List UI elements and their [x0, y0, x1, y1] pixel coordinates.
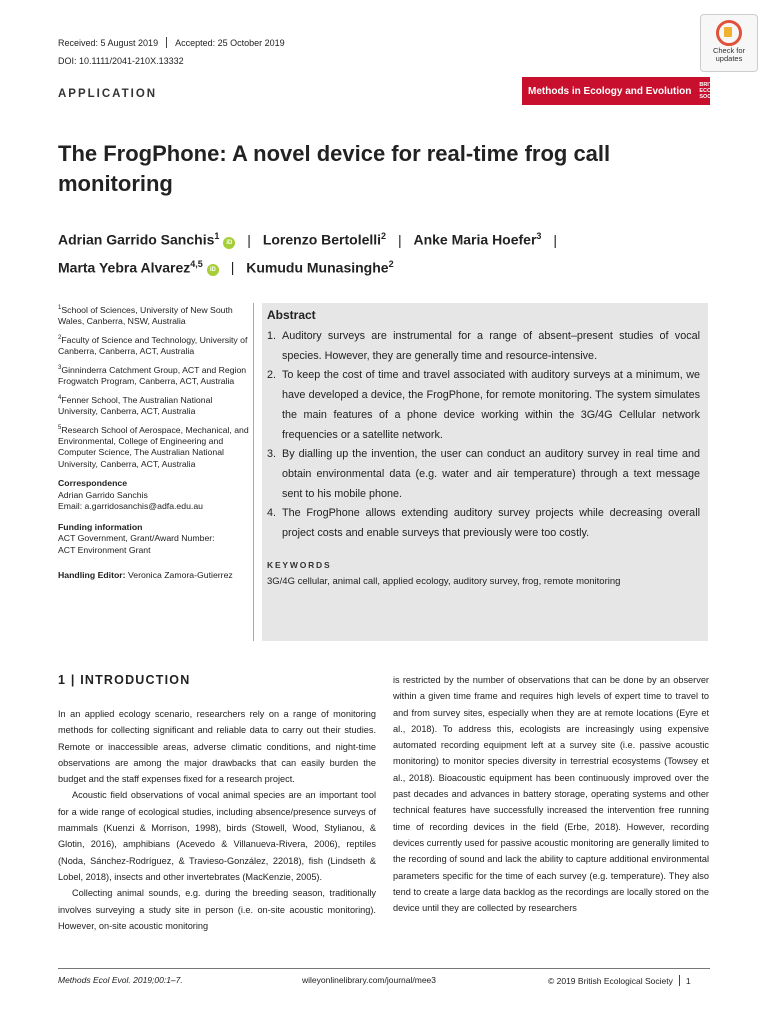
editor-label: Handling Editor:	[58, 570, 126, 581]
footer-rule	[58, 968, 710, 969]
author-affil-sup: 3	[536, 231, 542, 241]
affiliation: $^4$Fenner School, The Australian National University, Canberra, ACT, Australia	[58, 394, 213, 417]
correspondence-heading: Correspondence	[58, 478, 128, 489]
article-dates	[58, 37, 285, 48]
author-name[interactable]: Marta Yebra Alvarez	[58, 259, 191, 276]
divider	[679, 975, 680, 986]
author-separator: |	[397, 231, 402, 248]
body-paragraph: Acoustic field observations of vocal animal species are an important tool for a wide range of ecological studies, including absence/presence surveys of mammals (Kuenzi & Morrison, 1998), birds (Stowell, Wood, Stylianou, & Glotin, 2016), amphibians (Acevedo & Villanueva-Rivera, 2006), reptiles (Noda, Sánchez-Rodríguez, & Travieso-González, 22018), fish (Lindseth & Lobel, 2018), insects and other invertebrates (MacKenzie, 2005).	[58, 790, 376, 882]
check-for-updates-badge[interactable]	[700, 14, 758, 72]
footer-citation: Methods Ecol Evol. 2019;00:1–7.	[58, 975, 183, 985]
abstract-heading: Abstract	[267, 308, 316, 322]
page-number: 1	[685, 976, 691, 986]
correspondence-email[interactable]: Email: a.garridosanchis@adfa.edu.au	[58, 501, 204, 512]
body-column-right	[393, 672, 709, 916]
society-name: BRITISH ECOLOGICAL SOCIETY	[699, 82, 737, 100]
funding-block	[58, 522, 254, 557]
editor-block	[58, 570, 254, 582]
received-date: Received: 5 August 2019	[58, 38, 159, 48]
correspondence-block	[58, 478, 254, 513]
affiliation: $^1$School of Sciences, University of New South Wales, Canberra, NSW, Australia	[58, 304, 233, 327]
abstract-item: 3. By dialling up the invention, the user can conduct an auditory survey in real time and obtain environmental data (e.g. water and air temperature) through a text message sent to his mobile phone.	[267, 448, 700, 500]
badge-line-1: Check for	[712, 46, 746, 55]
body-paragraph: is restricted by the number of observations that can be done by an observer within a given time frame and requires high levels of expert time to travel to and from survey sites, especially when they are at remote locations (Eyre et al., 2018). To address this, ecologists are increasingly using expensive automated recording equipment left at a survey site (i.e. passive acoustic monitoring) to monitor species diversity in terrestrial ecosystems (Towsey et al., 2018). Bioacoustic equipment has been continuously improved over the past decades and advances in battery storage, operating systems and other technical features have successfully increased the intervention free running time of recording devices in the field (Erbe, 2018). However, recording devices currently used for passive acoustic monitoring are generally limited to the recording of sound and lack the ability to capture additional environmental parameters specific for the time of each survey (e.g. temperature). They also tend to create a large data backlog as the recordings are locally stored on the device until they are collected by researchers	[393, 675, 709, 914]
footer-url[interactable]: wileyonlinelibrary.com/journal/mee3	[302, 975, 437, 985]
author-list	[58, 224, 718, 279]
footer-copyright: © 2019 British Ecological Society 1	[548, 976, 691, 986]
funding-line: ACT Government, Grant/Award Number:	[58, 533, 215, 544]
keywords-heading: KEYWORDS	[267, 559, 332, 570]
author-name[interactable]: Anke Maria Hoefer	[413, 231, 537, 248]
orcid-icon[interactable]: iD	[207, 264, 219, 276]
accepted-date: Accepted: 25 October 2019	[175, 38, 285, 48]
body-column-left	[58, 706, 376, 934]
section-label: APPLICATION	[58, 88, 158, 100]
affiliation: $^5$Research School of Aerospace, Mechanical, and Environmental, College of Engineering and Computer Science, The Australian National University, Canberra, ACT, Australia	[58, 424, 249, 469]
abstract-item: 2. To keep the cost of time and travel associated with auditory surveys at a minimum, we have developed a device, the FrogPhone, for remote monitoring. The system simulates the main features of a phone device working within the 3G/4G Cellular network frequencies or a satellite network.	[267, 369, 700, 441]
divider	[166, 37, 167, 48]
journal-name: Methods in Ecology and Evolution	[528, 85, 692, 97]
editor-name: Veronica Zamora-Gutierrez	[125, 570, 233, 581]
funding-line: ACT Environment Grant	[58, 544, 151, 555]
journal-logo[interactable]	[522, 77, 737, 105]
keywords: 3G/4G cellular, animal call, applied ecology, auditory survey, frog, remote monitoring	[267, 575, 621, 587]
author-separator: |	[230, 259, 235, 276]
abstract-item: 1. Auditory surveys are instrumental for a range of absent–present studies of vocal species. However, they are generally time and resource-intensive.	[267, 330, 700, 362]
sidebar-divider	[253, 303, 254, 641]
abstract-item: 4. The FrogPhone allows extending auditory survey projects while decreasing overall project costs and enable surveys that previously were too costly.	[267, 507, 700, 540]
affiliations-sidebar	[58, 303, 254, 591]
body-paragraph: In an applied ecology scenario, researchers rely on a range of monitoring methods for collecting significant and reliable data to carry out their studies. Remote or inaccessible areas, adverse climatic conditions, and night-time observations are among the major drawbacks that can easily burden the budget and the staff expenses fixed for a research project.	[58, 709, 376, 785]
author-name[interactable]: Adrian Garrido Sanchis	[58, 231, 215, 248]
abstract-box	[262, 303, 708, 641]
author-separator: |	[247, 231, 251, 248]
author-affil-sup: 1	[214, 231, 220, 241]
doi[interactable]: DOI: 10.1111/2041-210X.13332	[58, 56, 184, 66]
body-paragraph: Collecting animal sounds, e.g. during the breeding season, traditionally involves surveying a study site in person (i.e. on-site acoustic monitoring). However, on-site acoustic monitoring	[58, 888, 376, 931]
author-separator: |	[553, 231, 557, 248]
orcid-icon[interactable]: iD	[223, 237, 235, 249]
badge-line-2: updates	[715, 54, 743, 63]
author-affil-sup: 2	[388, 258, 394, 269]
affiliation: $^2$Faculty of Science and Technology, University of Canberra, Canberra, ACT, Australia	[58, 334, 248, 357]
author-name[interactable]: Kumudu Munasinghe	[246, 259, 389, 276]
section-heading-introduction: 1 | INTRODUCTION	[58, 673, 191, 687]
funding-heading: Funding information	[58, 521, 143, 532]
correspondence-name: Adrian Garrido Sanchis	[58, 489, 148, 500]
author-name[interactable]: Lorenzo Bertolelli	[262, 231, 382, 248]
affiliation: $^3$Ginninderra Catchment Group, ACT and Region Frogwatch Program, Canberra, ACT, Australia	[58, 364, 247, 387]
bookmark-icon	[716, 20, 742, 46]
author-affil-sup: 4,5	[190, 258, 203, 269]
author-affil-sup: 2	[381, 231, 387, 241]
article-title: The FrogPhone: A novel device for real-time frog call monitoring	[58, 141, 611, 196]
